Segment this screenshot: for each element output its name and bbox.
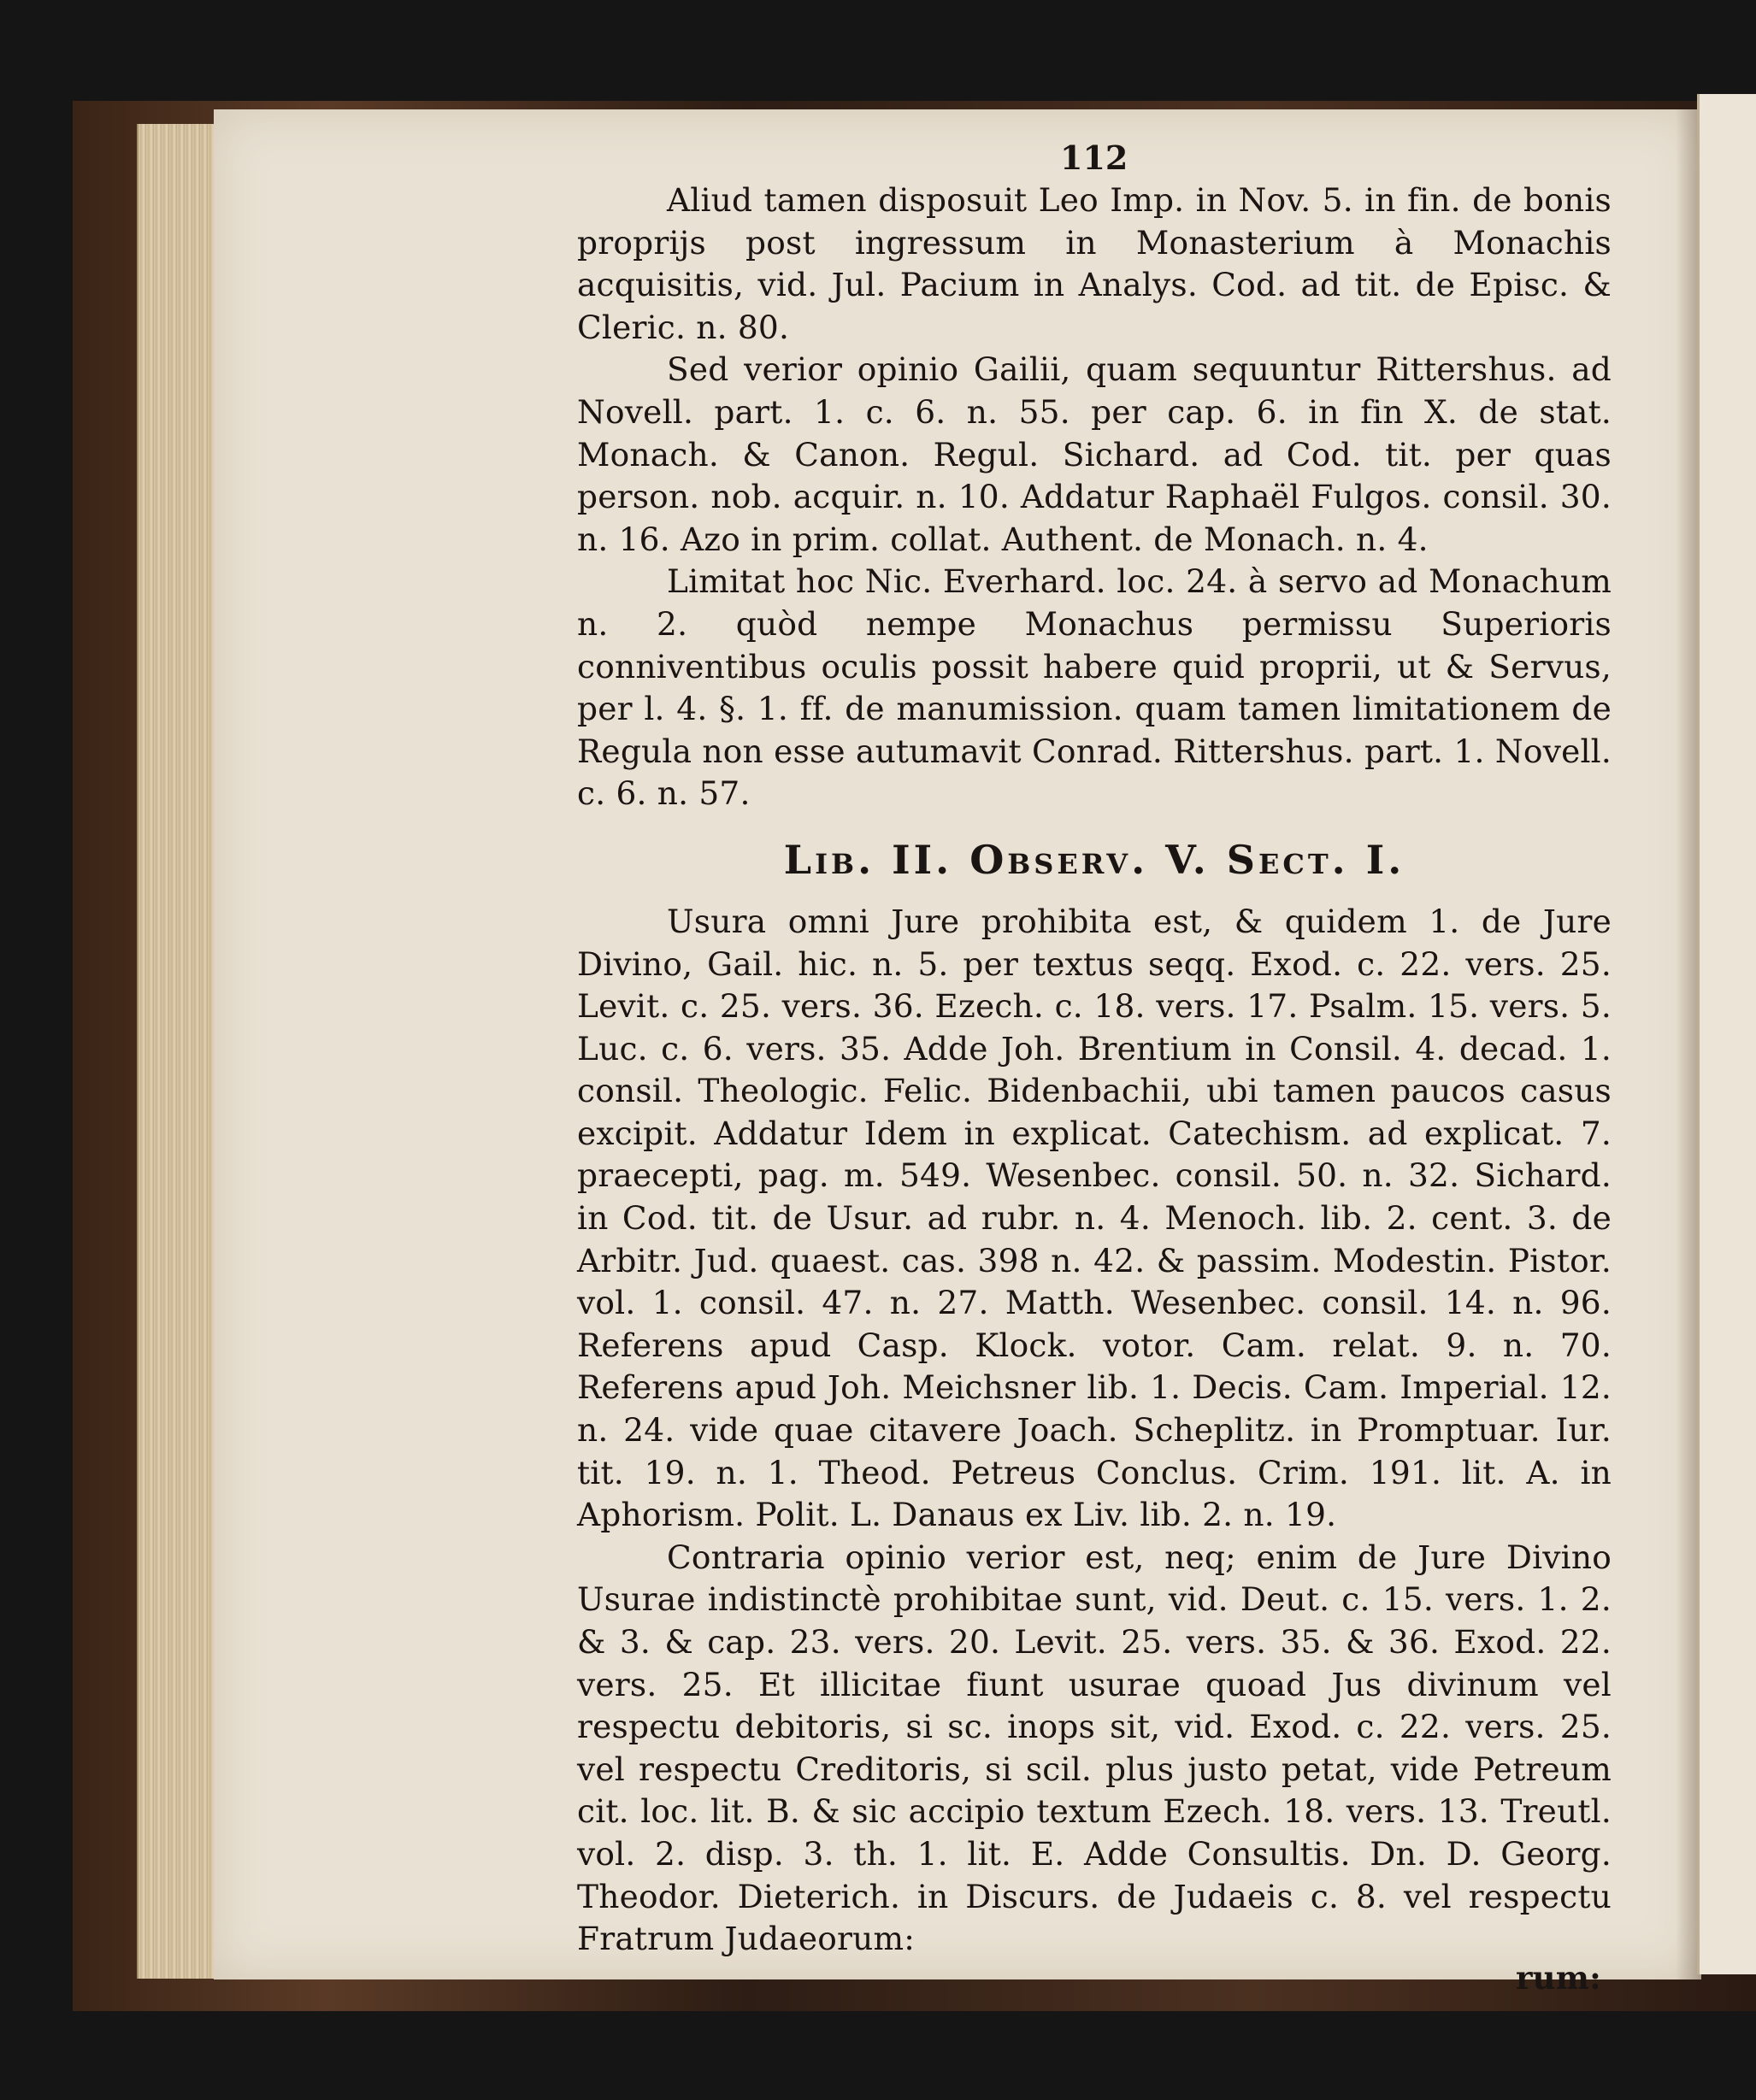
- catchword: rum:: [1515, 1958, 1601, 1997]
- paragraph-5: Contraria opinio verior est, neq; enim de Jure Divino Usurae indistinctè prohibitae sunt, vid. Deut. c. 15. vers. 1. 2. & 3. & cap. 23. vers. 20. Levit. 25. vers. 35. & 36. Exod. 22. vers. 25. Et illicitae fiunt usurae quoad Jus divinum vel respectu debitoris, si sc. inops sit, vid. Exod. c. 22. vers. 25. vel respectu Creditoris, si scil. plus justo petat, vide Petreum cit. loc. lit. B. & sic accipio textum Ezech. 18. vers. 13. Treutl. vol. 2. disp. 3. th. 1. lit. E. Adde Consultis. Dn. D. Georg. Theodor. Dieterich. in Discurs. de Judaeis c. 8. vel respectu Fratrum Judaeorum:: [577, 1538, 1612, 1958]
- paragraph-4: Usura omni Jure prohibita est, & quidem 1. de Jure Divino, Gail. hic. n. 5. per textus seqq. Exod. c. 22. vers. 25. Levit. c. 25. vers. 36. Ezech. c. 18. vers. 17. Psalm. 15. vers. 5. Luc. c. 6. vers. 35. Adde Joh. Brentium in Consil. 4. decad. 1. consil. Theologic. Felic. Bidenbachii, ubi tamen paucos casus excipit. Addatur Idem in explicat. Catechism. ad explicat. 7. praecepti, pag. m. 549. Wesenbec. consil. 50. n. 32. Sichard. in Cod. tit. de Usur. ad rubr. n. 4. Menoch. lib. 2. cent. 3. de Arbitr. Jud. quaest. cas. 398 n. 42. & passim. Modestin. Pistor. vol. 1. consil. 47. n. 27. Matth. Wesenbec. consil. 14. n. 96. Referens apud Casp. Klock. votor. Cam. relat. 9. n. 70. Referens apud Joh. Meichsner lib. 1. Decis. Cam. Imperial. 12. n. 24. vide quae citavere Joach. Scheplitz. in Promptuar. Iur. tit. 19. n. 1. Theod. Petreus Conclus. Crim. 191. lit. A. in Aphorism. Polit. L. Danaus ex Liv. lib. 2. n. 19.: [577, 902, 1612, 1534]
- page-number: 112: [1060, 138, 1128, 177]
- paragraph-3: Limitat hoc Nic. Everhard. loc. 24. à servo ad Monachum n. 2. quòd nempe Monachus permissu Superioris conniventibus oculis possit habere quid proprii, ut & Servus, per l. 4. §. 1. ff. de manumission. quam tamen limitationem de Regula non esse autumavit Conrad. Rittershus. part. 1. Novell. c. 6. n. 57.: [577, 562, 1612, 813]
- paragraph-2: Sed verior opinio Gailii, quam sequuntur Rittershus. ad Novell. part. 1. c. 6. n. 55. per cap. 6. in fin X. de stat. Monach. & Canon. Regul. Sichard. ad Cod. tit. per quas person. nob. acquir. n. 10. Addatur Raphaël Fulgos. consil. 30. n. 16. Azo in prim. collat. Authent. de Monach. n. 4.: [577, 350, 1612, 558]
- paragraph-1: Aliud tamen disposuit Leo Imp. in Nov. 5. in fin. de bonis proprijs post ingressum in Monasterium à Monachis acquisitis, vid. Jul. Pacium in Analys. Cod. ad tit. de Episc. & Cleric. n. 80.: [577, 181, 1612, 346]
- section-heading: Lib. II. Observ. V. Sect. I.: [783, 836, 1405, 883]
- page-edges: [137, 124, 220, 1979]
- facing-page-edge: [1697, 94, 1756, 1974]
- page-text: [577, 179, 1612, 1995]
